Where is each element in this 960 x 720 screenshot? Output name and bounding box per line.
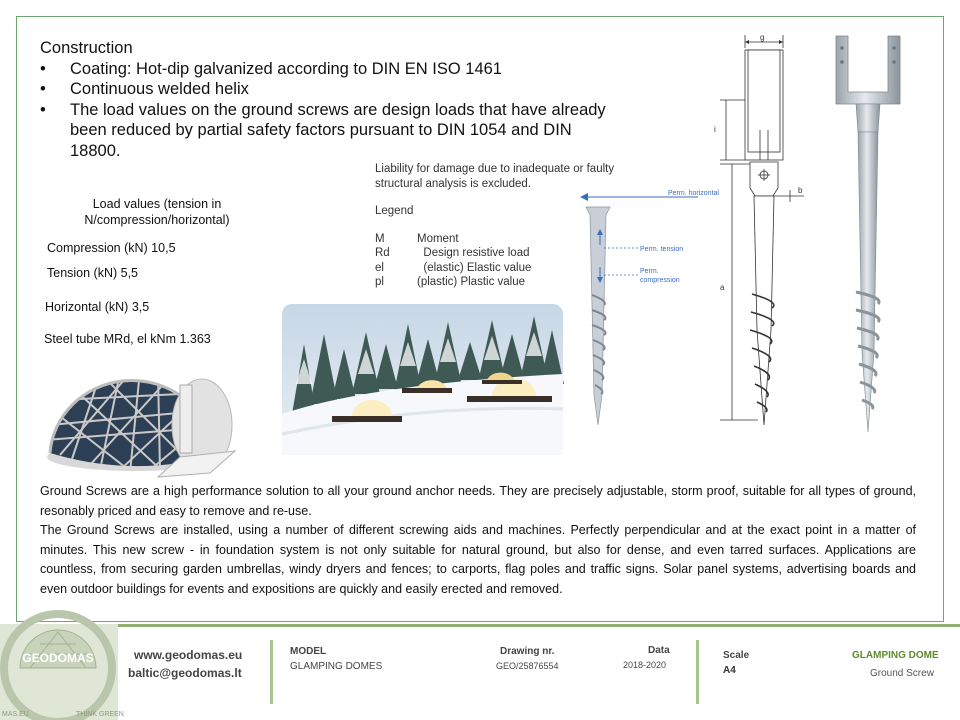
footer-accent-line bbox=[110, 624, 960, 627]
model-label: MODEL bbox=[290, 646, 327, 657]
drawing-nr-label: Drawing nr. bbox=[500, 646, 555, 657]
dim-i-label: i bbox=[714, 125, 716, 134]
dim-b-label: b bbox=[798, 186, 803, 195]
legend-key: pl bbox=[375, 276, 384, 288]
product-subtitle: Ground Screw bbox=[870, 668, 934, 679]
logo-ring-right: THINK GREEN bbox=[76, 711, 124, 718]
scale-value: A4 bbox=[723, 665, 736, 676]
legend-title: Legend bbox=[375, 205, 414, 217]
logo-text: GEODOMAS bbox=[22, 651, 94, 665]
date-value: 2018-2020 bbox=[623, 660, 667, 670]
email-link[interactable]: baltic@geodomas.lt bbox=[128, 666, 242, 680]
date-label: Data bbox=[648, 645, 670, 656]
scale-label: Scale bbox=[723, 650, 750, 661]
construction-bullet bbox=[40, 59, 620, 80]
legend-value: (elastic) Elastic value bbox=[417, 261, 532, 274]
ground-screw-3d-render bbox=[828, 32, 908, 434]
description-text bbox=[40, 482, 916, 599]
logo-ring-left: MAS.EU bbox=[2, 711, 29, 718]
legend-value: Design resistive load bbox=[417, 247, 530, 259]
title-block-footer bbox=[0, 624, 960, 720]
bullet-text: Continuous welded helix bbox=[70, 80, 249, 98]
website-link[interactable]: www.geodomas.eu bbox=[134, 648, 243, 662]
liability-note: Liability for damage due to inadequate or faulty structural analysis is excluded. bbox=[375, 163, 615, 190]
footer-separator bbox=[696, 640, 699, 704]
bullet-dot: • bbox=[40, 59, 46, 78]
load-values-title: Load values (tension in N/compression/horizontal) bbox=[84, 197, 230, 227]
bullet-dot: • bbox=[40, 100, 46, 119]
arrow-head-icon bbox=[580, 193, 588, 201]
construction-bullet bbox=[40, 79, 620, 100]
footer-separator bbox=[270, 640, 273, 704]
bullet-text: Coating: Hot-dip galvanized according to DIN EN ISO 1461 bbox=[70, 59, 502, 78]
bullet-dot: • bbox=[40, 80, 46, 98]
glamping-snow-photo bbox=[282, 304, 563, 455]
load-steel-tube: Steel tube MRd, el kNm 1.363 bbox=[44, 332, 211, 346]
legend-key: Rd bbox=[375, 247, 390, 259]
perm-compression-label: Perm. bbox=[640, 268, 659, 275]
ground-screw-load-diagram bbox=[578, 185, 719, 430]
load-tension: Tension (kN) 5,5 bbox=[47, 266, 139, 280]
product-title: GLAMPING DOME bbox=[852, 650, 939, 661]
geodomas-logo bbox=[0, 624, 124, 720]
drawing-nr-value: GEO/25876554 bbox=[496, 661, 559, 671]
legend-key: M bbox=[375, 232, 385, 245]
legend-value: (plastic) Plastic value bbox=[417, 276, 526, 288]
ground-screw-technical-drawing bbox=[700, 30, 810, 430]
construction-section bbox=[40, 38, 620, 161]
legend-value: Moment bbox=[417, 232, 459, 245]
dim-a-label: a bbox=[720, 283, 725, 292]
construction-title: Construction bbox=[40, 39, 133, 57]
bullet-text: The load values on the ground screws are design loads that have already been reduced by partial safety factors pursuant to DIN 1054 and DIN 18800. bbox=[70, 100, 606, 160]
legend-key: el bbox=[375, 261, 384, 274]
model-value: GLAMPING DOMES bbox=[290, 661, 383, 672]
dim-g-label: g bbox=[760, 33, 765, 42]
construction-bullet bbox=[40, 100, 620, 162]
perm-horizontal-label: Perm. horizontal bbox=[668, 190, 719, 197]
geodesic-dome-illustration bbox=[40, 365, 245, 480]
load-horizontal: Horizontal (kN) 3,5 bbox=[45, 300, 150, 314]
load-compression: Compression (kN) 10,5 bbox=[47, 241, 176, 255]
description-paragraph-2: The Ground Screws are installed, using a number of different screwing aids and machines. Perfectly perpendicular and at the exact point in a matter of minutes. This new screw - in foundation system is not only suitable for natural ground, but also for dense, and even tarred surfaces. Applications are countless, from securing garden umbrellas, windy dryers and fences; to carports, flag poles and traffic signs. Solar panel systems, advertising boards and even outdoor buildings for events and expositions are quickly and easily erected and removed. bbox=[40, 523, 916, 596]
perm-tension-label: Perm. tension bbox=[640, 246, 684, 253]
description-paragraph-1: Ground Screws are a high performance solution to all your ground anchor needs. They are precisely adjustable, storm proof, suitable for all types of ground, resonably priced and easy to remove and re-use. bbox=[40, 484, 916, 518]
perm-compression-label-2: compression bbox=[640, 277, 680, 284]
